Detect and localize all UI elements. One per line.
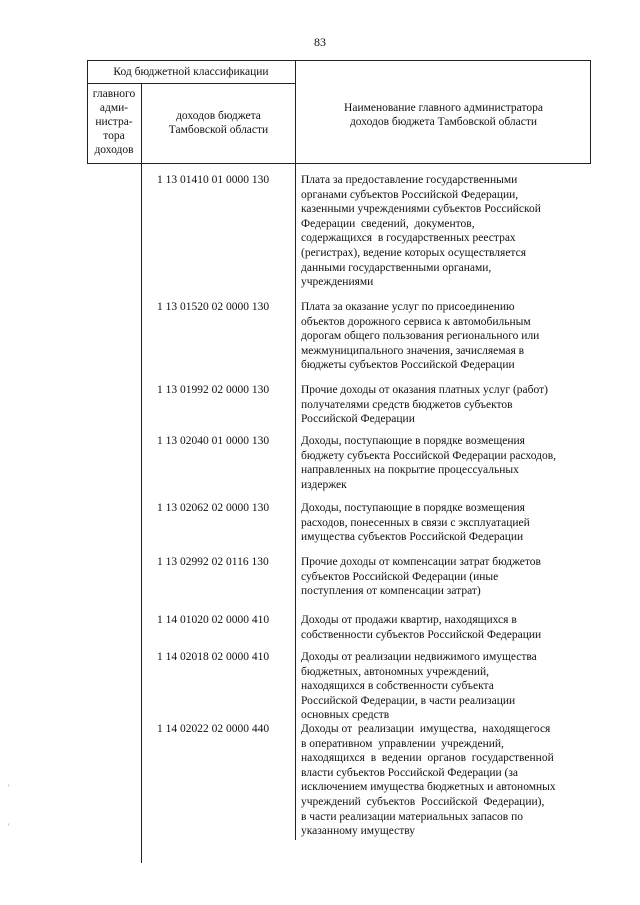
budget-code: 1 13 01410 01 0000 130	[157, 174, 270, 186]
budget-classification-table	[87, 60, 591, 905]
budget-code: 1 14 02018 02 0000 410	[157, 651, 270, 663]
header-col3-line: Наименование главного администратора	[344, 102, 543, 114]
revenue-description	[301, 613, 591, 642]
budget-code: 1 13 02992 02 0116 130	[157, 556, 269, 568]
description-line: исключением имущества бюджетных и автономных	[301, 781, 556, 794]
budget-code: 1 14 02022 02 0000 440	[157, 723, 270, 735]
revenue-description	[301, 722, 591, 839]
description-line: Российской Федерации, в части реализации	[301, 694, 516, 707]
header-col1-line: адми-	[99, 102, 129, 114]
revenue-description	[301, 555, 591, 599]
revenue-description	[301, 650, 591, 723]
header-col1-line: доходов	[94, 144, 134, 156]
description-line: расходов, понесенных в связи с эксплуатацией	[301, 516, 530, 529]
revenue-description	[301, 501, 591, 545]
group-header-divider	[87, 83, 295, 84]
description-line: казенными учреждениями субъектов Российской	[301, 203, 541, 216]
description-line: органами субъектов Российской Федерации,	[301, 188, 519, 201]
header-col2-line: Тамбовской области	[168, 124, 269, 136]
revenue-description	[301, 434, 591, 492]
budget-code: 1 14 01020 02 0000 410	[157, 614, 270, 626]
header-col1-line: нистра-	[95, 116, 133, 128]
budget-code: 1 13 02062 02 0000 130	[157, 502, 270, 514]
description-line: межмуниципального значения, зачисляемая в	[301, 344, 525, 357]
description-line: данными государственными органами,	[301, 261, 492, 274]
revenue-description	[301, 383, 591, 427]
description-line: в части реализации материальных запасов по	[301, 810, 523, 823]
description-line: находящихся в собственности субъекта	[301, 680, 494, 693]
header-col1-line: тора	[103, 130, 125, 142]
budget-code: 1 13 01520 02 0000 130	[157, 301, 270, 313]
margin-tick: '	[8, 822, 10, 832]
header-col3-line: доходов бюджета Тамбовской области	[349, 116, 538, 128]
description-line: Плата за оказание услуг по присоединению	[301, 301, 515, 313]
description-line: Доходы от продажи квартир, находящихся в	[301, 614, 517, 626]
description-line: получателями средств бюджетов субъектов	[301, 398, 513, 411]
revenue-description	[301, 173, 591, 290]
page-number: 83	[314, 35, 326, 49]
description-line: Доходы, поступающие в порядке возмещения	[301, 435, 525, 447]
description-line: направленных на покрытие процессуальных	[301, 464, 519, 477]
description-line: субъектов Российской Федерации (иные	[301, 570, 499, 583]
description-line: указанному имуществу	[301, 825, 416, 838]
description-line: содержащихся в государственных реестрах	[301, 232, 516, 245]
header-col3	[296, 101, 591, 129]
description-line: Российской Федерации	[301, 413, 415, 426]
description-line: в оперативном управлении учреждений,	[301, 737, 504, 750]
description-line: учреждениями	[301, 276, 374, 289]
description-line: Федерации сведений, документов,	[301, 217, 475, 230]
description-line: Плата за предоставление государственными	[301, 174, 518, 186]
description-line: собственности субъектов Российской Федерации	[301, 628, 542, 641]
table-top-border	[87, 60, 591, 61]
description-line: Прочие доходы от оказания платных услуг (работ)	[301, 384, 548, 396]
col1-divider	[141, 83, 142, 863]
budget-code: 1 13 01992 02 0000 130	[157, 384, 270, 396]
description-line: (регистрах), ведение которых осуществляется	[301, 246, 526, 259]
revenue-description	[301, 300, 591, 373]
header-col2	[142, 109, 295, 137]
description-line: находящихся в ведении органов государственной	[301, 752, 554, 765]
description-line: власти субъектов Российской Федерации (за	[301, 766, 519, 779]
description-line: Доходы, поступающие в порядке возмещения	[301, 502, 525, 514]
header-col1-line: главного	[92, 88, 136, 100]
description-line: издержек	[301, 478, 347, 491]
description-line: Прочие доходы от компенсации затрат бюджетов	[301, 556, 541, 568]
description-line: имущества субъектов Российской Федерации	[301, 531, 524, 544]
description-line: Доходы от реализации недвижимого имущества	[301, 651, 537, 663]
header-bottom-border	[87, 163, 591, 164]
budget-code: 1 13 02040 01 0000 130	[157, 435, 270, 447]
header-col2-line: доходов бюджета	[176, 110, 261, 122]
description-line: бюджеты субъектов Российской Федерации	[301, 359, 515, 372]
description-line: Доходы от реализации имущества, находящегося	[301, 723, 551, 735]
header-col1	[87, 87, 141, 157]
description-line: учреждений субъектов Российской Федерации),	[301, 795, 545, 808]
description-line: основных средств	[301, 709, 390, 722]
margin-tick: '	[8, 783, 10, 793]
description-line: поступления от компенсации затрат)	[301, 585, 481, 598]
description-line: бюджетных, автономных учреждений,	[301, 665, 489, 678]
description-line: дорогам общего пользования регионального или	[301, 330, 540, 343]
description-line: бюджету субъекта Российской Федерации расходов,	[301, 449, 557, 462]
description-line: объектов дорожного сервиса к автомобильным	[301, 315, 531, 328]
header-group-title: Код бюджетной классификации	[113, 66, 269, 78]
